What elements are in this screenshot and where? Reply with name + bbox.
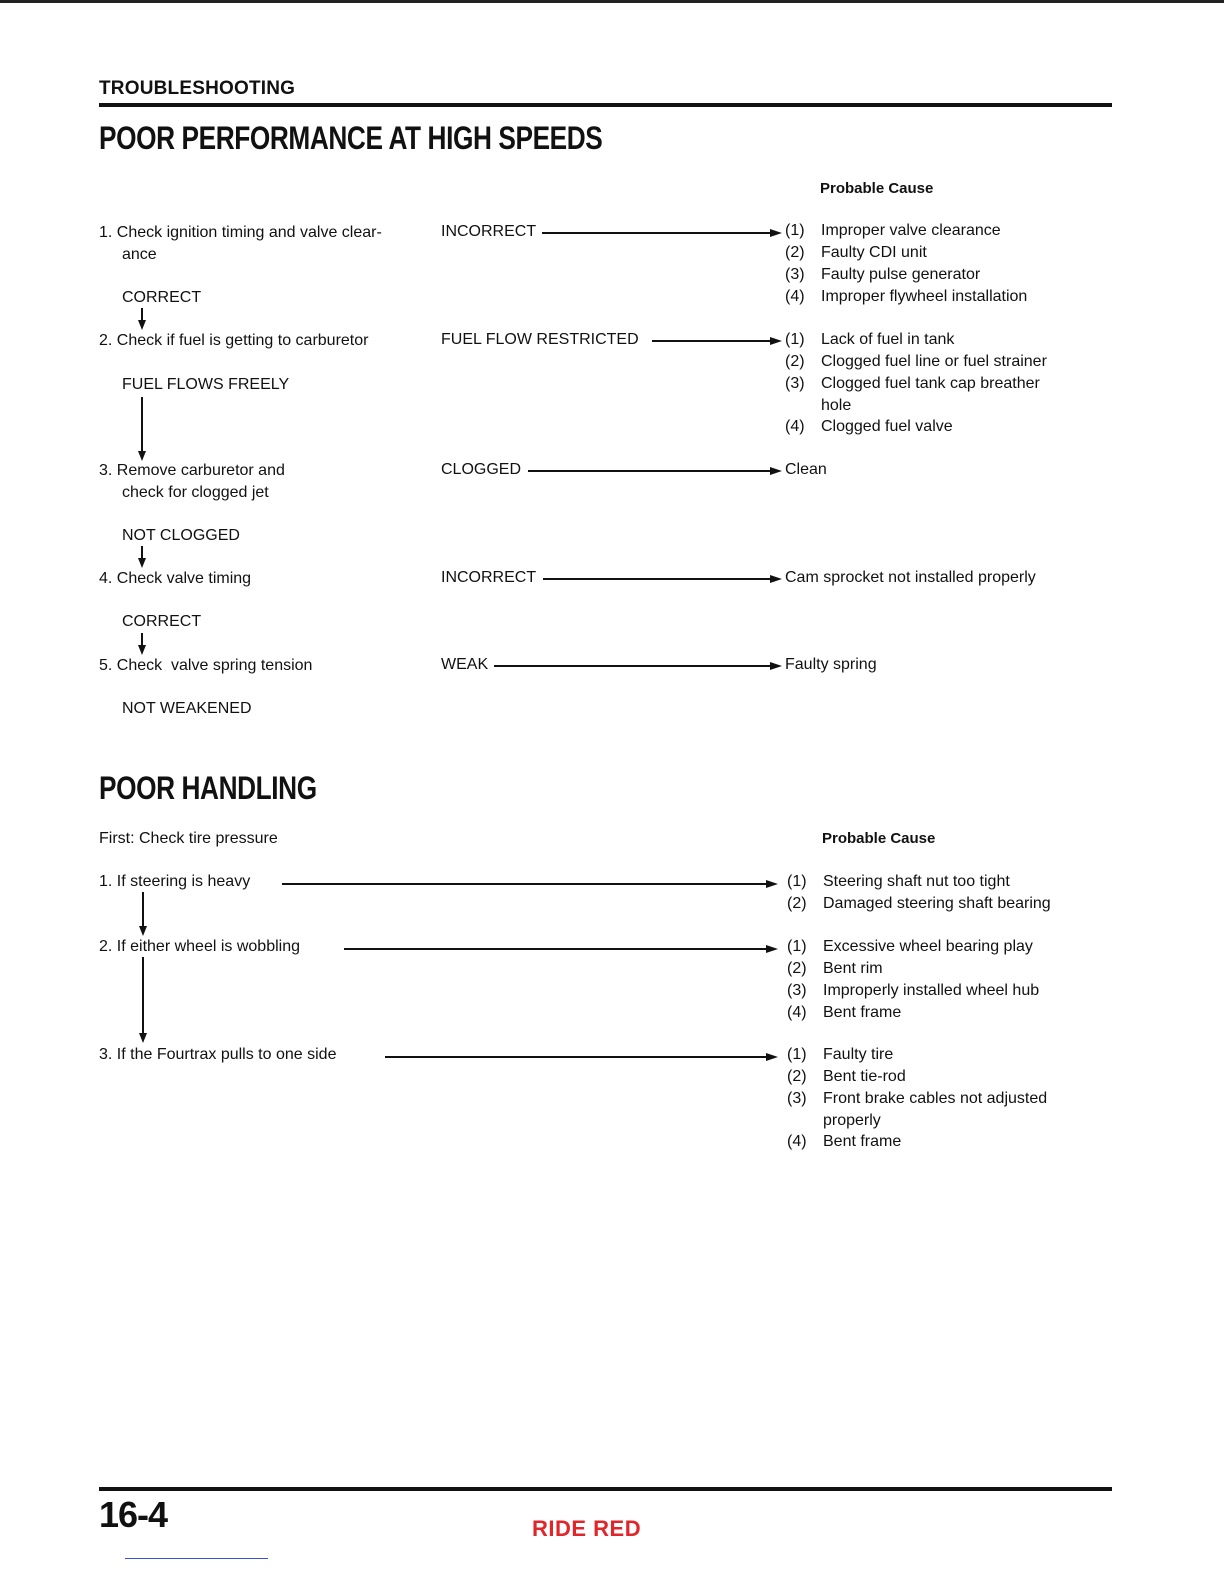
cause-list-item: (1) Faulty tire <box>787 1046 894 1063</box>
flow-down-arrow <box>138 320 146 330</box>
cause-list-item: (4) Clogged fuel valve <box>785 418 953 435</box>
cause-list-item: properly <box>823 1112 881 1129</box>
cause-list-item: (4) Bent frame <box>787 1004 902 1021</box>
handling-step-3-arrow-line <box>385 1056 768 1058</box>
step-3-cause: Clean <box>785 461 827 478</box>
cause-list-item: hole <box>821 397 852 414</box>
cause-list-item: (3) Improperly installed wheel hub <box>787 982 1040 999</box>
footer-link-underline[interactable] <box>125 1558 268 1559</box>
step-3-arrow-line <box>528 470 772 472</box>
footer-rule <box>99 1487 1112 1491</box>
flow-label-fuel-flows: FUEL FLOWS FREELY <box>122 376 290 393</box>
step-2-arrow-line <box>652 340 772 342</box>
step-3-text-line-1: 3. Remove carburetor and <box>99 462 285 479</box>
step-4-result: INCORRECT <box>441 569 537 586</box>
cause-list-item: (2) Faulty CDI unit <box>785 244 927 261</box>
flow-label-correct: CORRECT <box>122 289 202 306</box>
header-rule <box>99 103 1112 107</box>
cause-list-item: (1) Improper valve clearance <box>785 222 1001 239</box>
flow-down-arrow <box>138 558 146 568</box>
handling-step-2-text: 2. If either wheel is wobbling <box>99 938 300 955</box>
high-speed-title: POOR PERFORMANCE AT HIGH SPEEDS <box>99 120 603 156</box>
cause-list-item: (3) Clogged fuel tank cap breather <box>785 375 1040 392</box>
probable-cause-header-2: Probable Cause <box>822 830 936 847</box>
step-1-arrow-line <box>542 232 772 234</box>
cause-list-item: (3) Faulty pulse generator <box>785 266 981 283</box>
step-4-arrow-head <box>770 575 782 583</box>
cause-list-item: (1) Steering shaft nut too tight <box>787 873 1010 890</box>
probable-cause-header: Probable Cause <box>820 180 934 197</box>
step-4-arrow-line <box>543 578 772 580</box>
handling-flow-arrow <box>139 926 147 936</box>
handling-step-3-text: 3. If the Fourtrax pulls to one side <box>99 1046 337 1063</box>
handling-flow-arrow <box>139 1033 147 1043</box>
step-2-text: 2. Check if fuel is getting to carburetor <box>99 332 369 349</box>
top-edge-line <box>0 0 1224 3</box>
cause-list-item: (2) Bent tie-rod <box>787 1068 906 1085</box>
cause-list-item: (2) Bent rim <box>787 960 883 977</box>
cause-list-item: (4) Improper flywheel installation <box>785 288 1028 305</box>
step-3-result: CLOGGED <box>441 461 522 478</box>
step-3-text-line-2: check for clogged jet <box>122 484 269 501</box>
step-1-result: INCORRECT <box>441 223 537 240</box>
cause-list-item: (2) Damaged steering shaft bearing <box>787 895 1051 912</box>
step-1-text-line-2: ance <box>122 246 157 263</box>
handling-flow-line <box>142 892 144 928</box>
step-5-result: WEAK <box>441 656 489 673</box>
cause-list-item: (1) Lack of fuel in tank <box>785 331 955 348</box>
handling-step-3-arrow-head <box>766 1053 778 1061</box>
flow-label-not-clogged: NOT CLOGGED <box>122 527 240 544</box>
cause-list-item: (1) Excessive wheel bearing play <box>787 938 1033 955</box>
step-4-text: 4. Check valve timing <box>99 570 252 587</box>
step-5-cause: Faulty spring <box>785 656 877 673</box>
handling-step-2-arrow-line <box>344 948 768 950</box>
step-5-arrow-line <box>494 665 772 667</box>
handling-step-1-text: 1. If steering is heavy <box>99 873 251 890</box>
flow-label-correct-2: CORRECT <box>122 613 202 630</box>
step-5-arrow-head <box>770 662 782 670</box>
flow-down-line <box>141 397 143 453</box>
cause-list-item: (3) Front brake cables not adjusted <box>787 1090 1048 1107</box>
handling-title: POOR HANDLING <box>99 770 317 806</box>
cause-list-item: (2) Clogged fuel line or fuel strainer <box>785 353 1047 370</box>
step-1-arrow-head <box>770 229 782 237</box>
flow-label-not-weakened: NOT WEAKENED <box>122 700 252 717</box>
step-3-arrow-head <box>770 467 782 475</box>
handling-step-1-arrow-head <box>766 880 778 888</box>
step-2-result: FUEL FLOW RESTRICTED <box>441 331 639 348</box>
section-label: TROUBLESHOOTING <box>99 78 296 99</box>
step-5-text: 5. Check valve spring tension <box>99 657 313 674</box>
footer-brand: RIDE RED <box>532 1516 642 1541</box>
handling-flow-line <box>142 957 144 1035</box>
handling-step-1-arrow-line <box>282 883 768 885</box>
step-4-cause: Cam sprocket not installed properly <box>785 569 1036 586</box>
handling-first-check: First: Check tire pressure <box>99 830 278 847</box>
cause-list-item: (4) Bent frame <box>787 1133 902 1150</box>
handling-step-2-arrow-head <box>766 945 778 953</box>
page-number: 16-4 <box>99 1494 168 1535</box>
step-1-text-line-1: 1. Check ignition timing and valve clear- <box>99 224 382 241</box>
step-2-arrow-head <box>770 337 782 345</box>
flow-down-arrow <box>138 645 146 655</box>
